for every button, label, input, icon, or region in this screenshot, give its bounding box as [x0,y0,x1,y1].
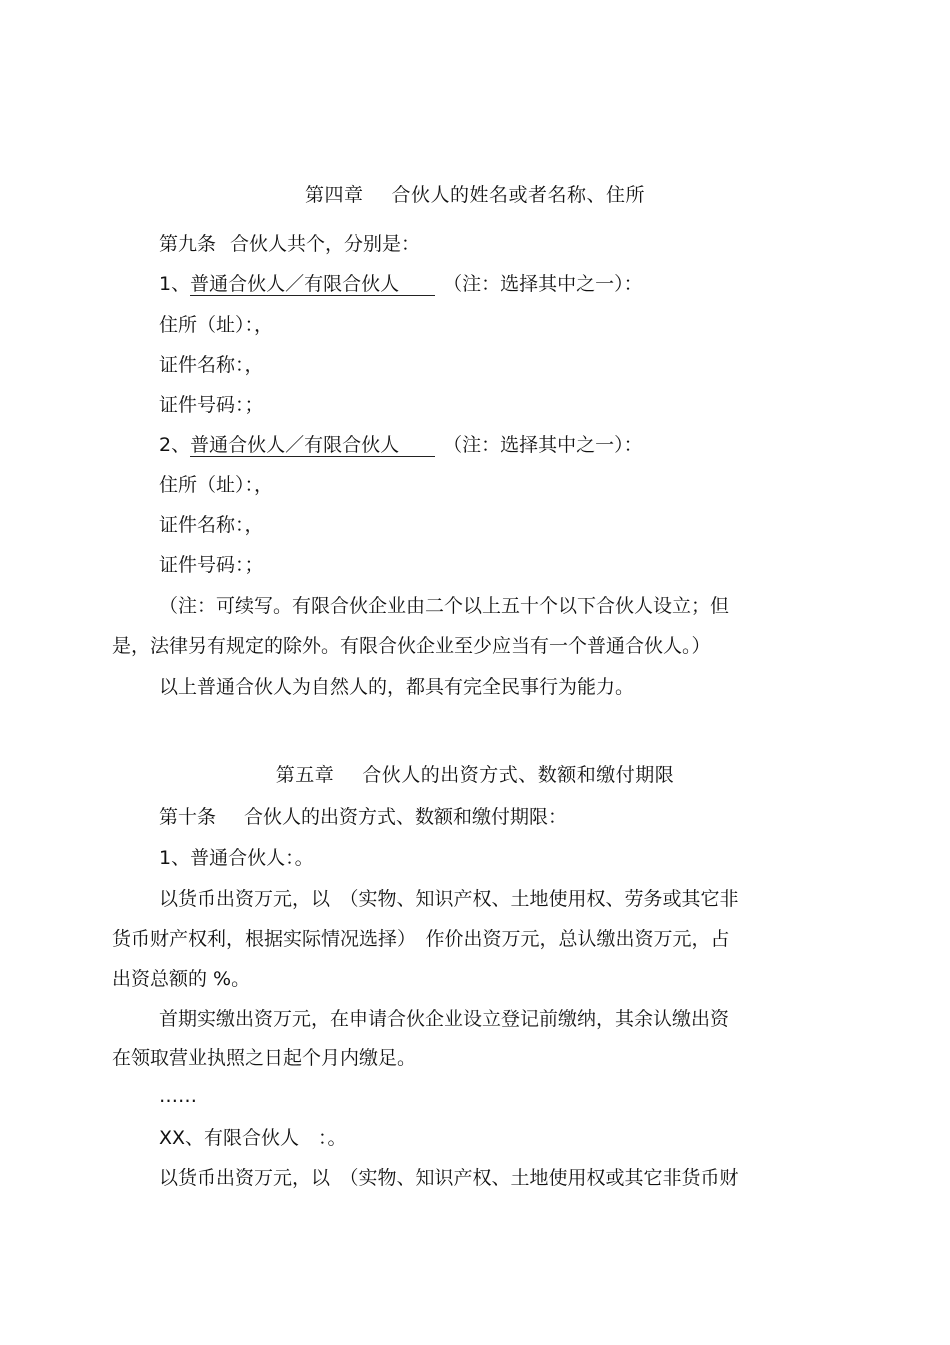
partner-2-id-name: 证件名称：， [159,514,264,536]
partner-1-address: 住所（址）：， [159,314,274,336]
partner-2-prefix: 2、 [159,434,191,456]
article-ten [159,805,567,829]
note-paragraph-line-2: 是，法律另有规定的除外。有限合伙企业至少应当有一个普通合伙人。） [112,635,711,657]
partner-2-type-field: 普通合伙人／有限合伙人 [190,434,435,457]
limited-partner-title: XX、有限合伙人 ：。 [159,1127,347,1149]
general-partner-line-4: 首期实缴出资万元，在申请合伙企业设立登记前缴纳，其余认缴出资 [159,1008,730,1030]
article-ten-text: 合伙人的出资方式、数额和缴付期限： [244,806,568,828]
partner-1-id-number: 证件号码：； [159,394,264,416]
partner-2-address: 住所（址）：， [159,474,274,496]
article-ten-label: 第十条 [159,806,217,828]
limited-partner-line-1: 以货币出资万元，以 （实物、知识产权、土地使用权或其它非货币财 [159,1167,739,1189]
partner-2-note: （注：选择其中之一）： [443,434,643,456]
partner-1-type-line [159,272,643,296]
chapter-five-label: 第五章 [275,764,335,786]
chapter-four-title: 合伙人的姓名或者名称、住所 [391,184,646,206]
note-paragraph-line-1: （注：可续写。有限合伙企业由二个以上五十个以下合伙人设立；但 [159,595,730,617]
partner-1-note: （注：选择其中之一）： [443,273,643,295]
partner-2-type-line [159,433,643,457]
chapter-four-label: 第四章 [304,184,364,206]
chapter-four-heading [0,183,950,207]
chapter-five-title: 合伙人的出资方式、数额和缴付期限 [362,764,675,786]
general-partner-line-1: 以货币出资万元，以 （实物、知识产权、土地使用权、劳务或其它非 [159,888,739,910]
partner-1-prefix: 1、 [159,273,191,295]
general-partner-line-2: 货币财产权利，根据实际情况选择） 作价出资万元，总认缴出资万元，占 [112,928,730,950]
article-nine [159,232,420,256]
general-partner-line-3: 出资总额的 %。 [112,968,251,990]
chapter-five-heading [0,763,950,787]
partner-1-id-name: 证件名称：， [159,354,264,376]
article-nine-text: 合伙人共个，分别是： [230,233,421,255]
partner-1-type-field: 普通合伙人／有限合伙人 [190,273,435,296]
partner-2-id-number: 证件号码：； [159,554,264,576]
general-partner-title: 1、普通合伙人：。 [159,847,314,869]
article-nine-label: 第九条 [159,233,217,255]
ellipsis: …… [159,1085,197,1107]
capacity-statement: 以上普通合伙人为自然人的，都具有完全民事行为能力。 [159,676,635,698]
general-partner-line-5: 在领取营业执照之日起个月内缴足。 [112,1047,417,1069]
